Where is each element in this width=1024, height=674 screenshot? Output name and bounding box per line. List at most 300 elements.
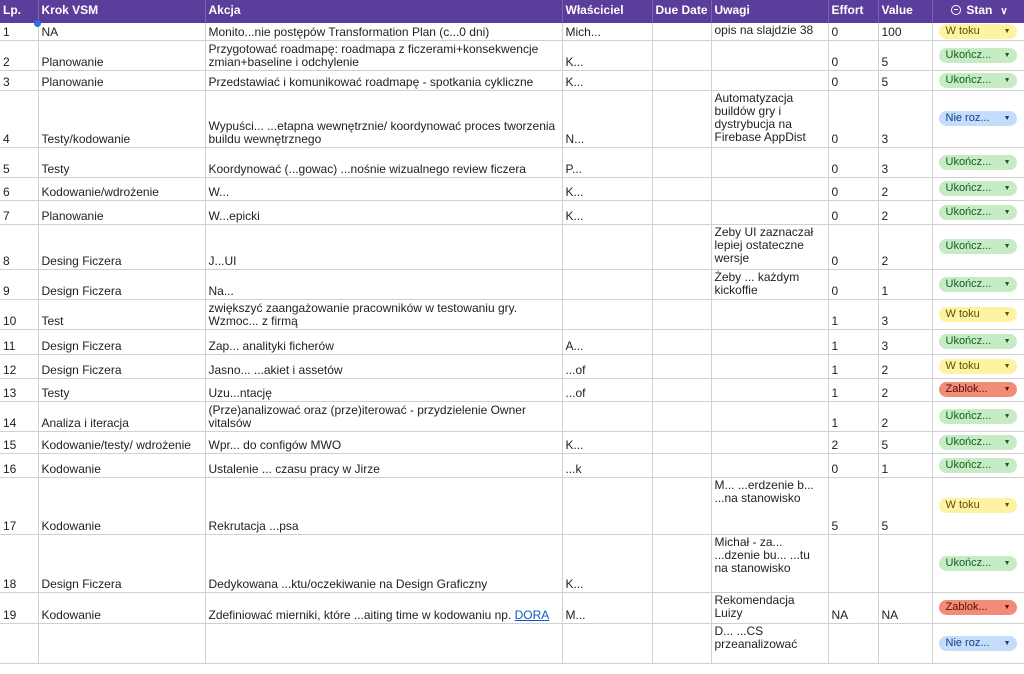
cell-wlasciciel[interactable] — [562, 592, 652, 623]
cell-stan[interactable] — [932, 534, 1024, 592]
status-dropdown-chip[interactable] — [939, 636, 1017, 651]
cell-akcja[interactable] — [205, 299, 562, 329]
cell-akcja[interactable] — [205, 177, 562, 200]
dropdown-arrow-icon[interactable]: ▼ — [1003, 185, 1011, 192]
cell-effort[interactable] — [828, 592, 878, 623]
dropdown-arrow-icon[interactable]: ▼ — [1003, 639, 1011, 647]
cell-effort-text: 0 — [831, 283, 839, 298]
cell-lp-text: 8 — [3, 253, 10, 268]
cell-krok-vsm[interactable] — [38, 177, 205, 200]
cell-stan[interactable] — [932, 453, 1024, 477]
cell-wlasciciel[interactable] — [562, 269, 652, 299]
cell-value[interactable] — [878, 477, 932, 534]
cell-value[interactable] — [878, 453, 932, 477]
header-stan-label: Stan — [966, 3, 993, 17]
cell-uwagi[interactable] — [711, 431, 828, 453]
cell-krok-vsm[interactable] — [38, 623, 205, 663]
status-dropdown-chip[interactable] — [939, 307, 1017, 322]
cell-wlasciciel[interactable] — [562, 23, 652, 40]
header-akcja[interactable]: Akcja — [205, 0, 562, 23]
cell-akcja-text: Ustalenie ... czasu pracy w Jirze — [208, 461, 380, 476]
cell-value[interactable] — [878, 269, 932, 299]
cell-uwagi[interactable] — [711, 224, 828, 269]
cell-krok-vsm[interactable] — [38, 534, 205, 592]
cell-krok-vsm[interactable] — [38, 269, 205, 299]
cell-wlasciciel[interactable] — [562, 200, 652, 224]
cell-akcja[interactable] — [205, 534, 562, 592]
cell-stan[interactable] — [932, 401, 1024, 431]
cell-stan[interactable] — [932, 299, 1024, 329]
cell-value[interactable] — [878, 534, 932, 592]
cell-value[interactable] — [878, 70, 932, 90]
status-dropdown-chip[interactable] — [939, 359, 1017, 374]
cell-akcja[interactable] — [205, 23, 562, 40]
dropdown-arrow-icon[interactable]: ▼ — [1003, 461, 1011, 469]
cell-effort[interactable] — [828, 453, 878, 477]
cell-akcja[interactable] — [205, 200, 562, 224]
dropdown-arrow-icon[interactable]: ▼ — [1003, 412, 1011, 420]
cell-uwagi[interactable] — [711, 453, 828, 477]
cell-stan[interactable] — [932, 477, 1024, 534]
header-uwagi[interactable]: Uwagi — [711, 0, 828, 23]
cell-effort[interactable] — [828, 177, 878, 200]
cell-effort[interactable] — [828, 378, 878, 401]
cell-value-text: 3 — [881, 131, 889, 146]
cell-uwagi[interactable] — [711, 177, 828, 200]
dropdown-arrow-icon[interactable]: ▼ — [1003, 310, 1011, 318]
cell-effort-text: 0 — [831, 74, 839, 89]
status-dropdown-chip[interactable] — [939, 73, 1017, 88]
cell-uwagi[interactable] — [711, 354, 828, 378]
cell-krok-vsm[interactable] — [38, 354, 205, 378]
status-dropdown-chip[interactable] — [939, 239, 1017, 254]
cell-value[interactable] — [878, 200, 932, 224]
cell-value-text: 5 — [881, 54, 889, 69]
cell-due-date[interactable] — [652, 200, 711, 224]
cell-value[interactable] — [878, 40, 932, 70]
dropdown-arrow-icon[interactable]: ▼ — [1003, 76, 1011, 84]
cell-wlasciciel[interactable] — [562, 299, 652, 329]
header-wlasciciel[interactable]: Właściciel — [562, 0, 652, 23]
cell-stan[interactable] — [932, 431, 1024, 453]
cell-value[interactable] — [878, 592, 932, 623]
cell-akcja[interactable] — [205, 401, 562, 431]
cell-due-date[interactable] — [652, 299, 711, 329]
header-due-date[interactable]: Due Date — [652, 0, 711, 23]
cell-uwagi-text: Zeby UI zaznaczał lepiej ostateczne wersje — [714, 224, 814, 265]
cell-value-text: 100 — [881, 24, 902, 39]
cell-uwagi-text: Rekomendacja Luizy — [714, 592, 795, 620]
table-row — [0, 623, 1024, 663]
status-dropdown-chip[interactable] — [939, 458, 1017, 473]
cell-akcja[interactable] — [205, 329, 562, 354]
cell-lp[interactable] — [0, 354, 38, 378]
dropdown-arrow-icon[interactable]: ▼ — [1003, 604, 1011, 611]
cell-lp[interactable] — [0, 378, 38, 401]
cell-wlasciciel[interactable] — [562, 477, 652, 534]
status-label: Ukończ... — [945, 73, 992, 86]
status-dropdown-chip[interactable] — [939, 409, 1017, 424]
cell-krok-vsm[interactable] — [38, 453, 205, 477]
cell-lp[interactable] — [0, 70, 38, 90]
table-row — [0, 299, 1024, 329]
cell-stan[interactable] — [932, 378, 1024, 401]
cell-uwagi[interactable] — [711, 401, 828, 431]
cell-value-text: 5 — [881, 74, 889, 89]
status-dropdown-chip[interactable] — [939, 600, 1017, 615]
cell-effort[interactable] — [828, 534, 878, 592]
cell-stan[interactable] — [932, 40, 1024, 70]
cell-krok-vsm[interactable] — [38, 40, 205, 70]
cell-akcja-text: zwiększyć zaangażowanie pracowników w testowaniu gry. Wzmoc... z firmą — [208, 300, 518, 328]
cell-uwagi[interactable] — [711, 200, 828, 224]
cell-akcja[interactable] — [205, 592, 562, 623]
cell-lp[interactable] — [0, 477, 38, 534]
cell-lp[interactable] — [0, 90, 38, 147]
cell-krok-vsm-text: Kodowanie — [41, 461, 101, 476]
cell-uwagi[interactable] — [711, 378, 828, 401]
header-lp[interactable]: Lp. — [0, 0, 38, 23]
cell-effort[interactable] — [828, 70, 878, 90]
cell-wlasciciel[interactable] — [562, 378, 652, 401]
cell-krok-vsm[interactable] — [38, 477, 205, 534]
cell-stan[interactable] — [932, 329, 1024, 354]
cell-lp-text: 14 — [3, 415, 17, 430]
cell-effort-text: 2 — [831, 437, 839, 452]
cell-effort[interactable] — [828, 431, 878, 453]
table-row — [0, 592, 1024, 623]
cell-lp[interactable] — [0, 329, 38, 354]
cell-value[interactable] — [878, 224, 932, 269]
cell-uwagi-text: Automatyzacja buildów gry i dystrybucja na Firebase AppDist — [714, 90, 806, 144]
cell-effort[interactable] — [828, 329, 878, 354]
cell-wlasciciel[interactable] — [562, 623, 652, 663]
status-label: Ukończ... — [945, 48, 992, 61]
status-label: Ukończ... — [945, 182, 992, 194]
status-dropdown-chip[interactable] — [939, 155, 1017, 170]
cell-wlasciciel[interactable] — [562, 453, 652, 477]
table-row — [0, 401, 1024, 431]
cell-wlasciciel[interactable] — [562, 431, 652, 453]
cell-uwagi[interactable] — [711, 623, 828, 663]
cell-effort-text: 0 — [831, 208, 839, 223]
cell-value-text: 5 — [881, 518, 889, 533]
cell-lp[interactable] — [0, 224, 38, 269]
cell-lp-text: 4 — [3, 131, 10, 146]
cell-value[interactable] — [878, 90, 932, 147]
cell-lp[interactable] — [0, 23, 38, 40]
cell-lp[interactable] — [0, 147, 38, 177]
status-dropdown-chip[interactable] — [939, 556, 1017, 571]
cell-due-date[interactable] — [652, 177, 711, 200]
cell-krok-vsm[interactable] — [38, 23, 205, 40]
cell-effort[interactable] — [828, 224, 878, 269]
cell-stan[interactable] — [932, 592, 1024, 623]
cell-wlasciciel[interactable] — [562, 534, 652, 592]
cell-due-date[interactable] — [652, 23, 711, 40]
cell-uwagi[interactable] — [711, 534, 828, 592]
dropdown-arrow-icon[interactable]: ▼ — [1003, 158, 1011, 166]
cell-uwagi[interactable] — [711, 592, 828, 623]
cell-value[interactable] — [878, 329, 932, 354]
cell-lp[interactable] — [0, 623, 38, 663]
dropdown-arrow-icon[interactable]: ▼ — [1003, 51, 1011, 59]
cell-due-date[interactable] — [652, 592, 711, 623]
cell-lp[interactable] — [0, 592, 38, 623]
status-label: Ukończ... — [945, 556, 992, 569]
cell-due-date[interactable] — [652, 354, 711, 378]
cell-krok-vsm[interactable] — [38, 224, 205, 269]
cell-effort-text: 0 — [831, 461, 839, 476]
cell-akcja[interactable] — [205, 354, 562, 378]
cell-wlasciciel[interactable] — [562, 329, 652, 354]
cell-lp[interactable] — [0, 200, 38, 224]
cell-value[interactable] — [878, 431, 932, 453]
cell-lp-text: 17 — [3, 518, 17, 533]
cell-due-date[interactable] — [652, 453, 711, 477]
cell-akcja-text: Wypuści... ...etapna wewnętrznie/ koordynować proces tworzenia buildu wewnętrznego — [208, 118, 556, 146]
cell-lp[interactable] — [0, 177, 38, 200]
chevron-down-icon[interactable]: ∨ — [1000, 6, 1008, 17]
cell-wlasciciel[interactable] — [562, 354, 652, 378]
cell-krok-vsm[interactable] — [38, 90, 205, 147]
cell-stan[interactable] — [932, 354, 1024, 378]
cell-wlasciciel[interactable] — [562, 401, 652, 431]
cell-uwagi[interactable] — [711, 269, 828, 299]
cell-wlasciciel[interactable] — [562, 224, 652, 269]
cell-uwagi-text: M... ...erdzenie b... ...na stanowisko — [714, 477, 814, 505]
cell-value[interactable] — [878, 147, 932, 177]
cell-effort[interactable] — [828, 269, 878, 299]
cell-effort-text: 0 — [831, 161, 839, 176]
cell-effort-text: 1 — [831, 338, 839, 353]
cell-value[interactable] — [878, 401, 932, 431]
dropdown-arrow-icon[interactable]: ▼ — [1003, 208, 1011, 216]
status-dropdown-chip[interactable] — [939, 498, 1017, 513]
cell-value[interactable] — [878, 623, 932, 663]
table-row — [0, 477, 1024, 534]
cell-due-date[interactable] — [652, 147, 711, 177]
cell-value[interactable] — [878, 299, 932, 329]
table-row — [0, 177, 1024, 200]
cell-lp-text: 13 — [3, 385, 17, 400]
dropdown-arrow-icon[interactable]: ▼ — [1003, 502, 1011, 509]
cell-stan[interactable] — [932, 23, 1024, 40]
cell-lp-text: 10 — [3, 313, 17, 328]
cell-effort[interactable] — [828, 477, 878, 534]
cell-krok-vsm[interactable] — [38, 329, 205, 354]
cell-due-date[interactable] — [652, 378, 711, 401]
cell-uwagi-text: opis na slajdzie 38 — [714, 23, 814, 37]
cell-akcja[interactable] — [205, 70, 562, 90]
dropdown-arrow-icon[interactable]: ▼ — [1003, 438, 1011, 446]
cell-akcja[interactable] — [205, 378, 562, 401]
dropdown-arrow-icon[interactable]: ▼ — [1003, 27, 1011, 35]
cell-krok-vsm[interactable] — [38, 70, 205, 90]
header-krok[interactable]: Krok VSM — [38, 0, 205, 23]
status-dropdown-chip[interactable] — [939, 334, 1017, 349]
cell-due-date[interactable] — [652, 90, 711, 147]
dropdown-arrow-icon[interactable]: ▼ — [1003, 386, 1011, 393]
dropdown-arrow-icon[interactable]: ▼ — [1003, 362, 1011, 370]
dropdown-arrow-icon[interactable]: ▼ — [1003, 115, 1011, 122]
cell-lp-text: 15 — [3, 437, 17, 452]
status-dropdown-chip[interactable] — [939, 24, 1017, 39]
cell-due-date[interactable] — [652, 431, 711, 453]
cell-akcja-text: Na... — [208, 283, 234, 298]
cell-krok-vsm[interactable] — [38, 200, 205, 224]
table-row — [0, 534, 1024, 592]
cell-akcja[interactable] — [205, 224, 562, 269]
header-stan[interactable] — [932, 0, 1024, 23]
cell-akcja-text: Koordynować (...gowac) ...nośnie wizualnego review ficzera — [208, 161, 526, 176]
cell-lp-text: 3 — [3, 74, 10, 89]
cell-effort-text: 0 — [831, 184, 839, 199]
cell-uwagi[interactable] — [711, 40, 828, 70]
cell-lp[interactable] — [0, 453, 38, 477]
cell-akcja[interactable] — [205, 431, 562, 453]
cell-krok-vsm[interactable] — [38, 378, 205, 401]
cell-due-date[interactable] — [652, 534, 711, 592]
cell-lp[interactable] — [0, 269, 38, 299]
table-row — [0, 90, 1024, 147]
cell-krok-vsm-text: Analiza i iteracja — [41, 415, 129, 430]
cell-lp[interactable] — [0, 534, 38, 592]
cell-akcja[interactable] — [205, 477, 562, 534]
cell-lp-text: 7 — [3, 208, 10, 223]
header-value[interactable]: Value — [878, 0, 932, 23]
cell-akcja[interactable] — [205, 90, 562, 147]
filter-icon[interactable] — [951, 5, 961, 15]
status-dropdown-chip[interactable] — [939, 48, 1017, 63]
cell-krok-vsm-text: NA — [41, 24, 59, 39]
cell-effort[interactable] — [828, 623, 878, 663]
cell-stan[interactable] — [932, 177, 1024, 200]
table-row — [0, 329, 1024, 354]
cell-wlasciciel[interactable] — [562, 177, 652, 200]
cell-akcja[interactable] — [205, 147, 562, 177]
cell-uwagi[interactable] — [711, 70, 828, 90]
header-effort[interactable]: Effort — [828, 0, 878, 23]
status-label: W toku — [945, 359, 980, 372]
cell-effort-text: NA — [831, 607, 849, 622]
cell-stan[interactable] — [932, 224, 1024, 269]
table-row — [0, 431, 1024, 453]
cell-effort[interactable] — [828, 147, 878, 177]
cell-akcja[interactable] — [205, 40, 562, 70]
cell-wlasciciel[interactable] — [562, 70, 652, 90]
cell-stan[interactable] — [932, 200, 1024, 224]
cell-uwagi[interactable] — [711, 299, 828, 329]
cell-akcja[interactable] — [205, 453, 562, 477]
status-dropdown-chip[interactable] — [939, 181, 1017, 196]
cell-uwagi[interactable] — [711, 23, 828, 40]
cell-uwagi[interactable] — [711, 329, 828, 354]
cell-value-text: 3 — [881, 161, 889, 176]
cell-uwagi[interactable] — [711, 90, 828, 147]
status-dropdown-chip[interactable] — [939, 111, 1017, 126]
cell-lp[interactable] — [0, 401, 38, 431]
cell-effort[interactable] — [828, 23, 878, 40]
cell-krok-vsm[interactable] — [38, 299, 205, 329]
dropdown-arrow-icon[interactable]: ▼ — [1003, 559, 1011, 567]
cell-wlasciciel[interactable] — [562, 40, 652, 70]
cell-effort[interactable] — [828, 90, 878, 147]
cell-krok-vsm-text: Testy — [41, 385, 70, 400]
cell-lp[interactable] — [0, 40, 38, 70]
cell-wlasciciel-text: K... — [565, 74, 584, 89]
cell-due-date[interactable] — [652, 40, 711, 70]
cell-krok-vsm-text: Kodowanie — [41, 607, 101, 622]
cell-value-text: NA — [881, 607, 899, 622]
cell-wlasciciel[interactable] — [562, 90, 652, 147]
cell-uwagi[interactable] — [711, 477, 828, 534]
cell-effort-text: 1 — [831, 385, 839, 400]
cell-wlasciciel-text: K... — [565, 437, 584, 452]
cell-uwagi[interactable] — [711, 147, 828, 177]
cell-effort[interactable] — [828, 40, 878, 70]
cell-krok-vsm[interactable] — [38, 431, 205, 453]
dora-link[interactable]: DORA — [514, 607, 550, 622]
cell-due-date[interactable] — [652, 224, 711, 269]
cell-akcja[interactable] — [205, 269, 562, 299]
cell-krok-vsm-text: Design Ficzera — [41, 362, 122, 377]
cell-lp-text: 5 — [3, 161, 10, 176]
cell-value[interactable] — [878, 23, 932, 40]
dropdown-arrow-icon[interactable]: ▼ — [1003, 243, 1011, 250]
dropdown-arrow-icon[interactable]: ▼ — [1003, 338, 1011, 345]
cell-krok-vsm-text: Design Ficzera — [41, 576, 122, 591]
cell-value[interactable] — [878, 378, 932, 401]
cell-value[interactable] — [878, 354, 932, 378]
cell-lp[interactable] — [0, 431, 38, 453]
cell-effort[interactable] — [828, 200, 878, 224]
cell-krok-vsm[interactable] — [38, 592, 205, 623]
cell-value[interactable] — [878, 177, 932, 200]
cell-krok-vsm[interactable] — [38, 401, 205, 431]
status-dropdown-chip[interactable] — [939, 205, 1017, 220]
cell-stan[interactable] — [932, 90, 1024, 147]
cell-effort[interactable] — [828, 354, 878, 378]
cell-wlasciciel-text: A... — [565, 338, 584, 353]
cell-effort[interactable] — [828, 299, 878, 329]
cell-due-date[interactable] — [652, 70, 711, 90]
cell-wlasciciel[interactable] — [562, 147, 652, 177]
status-dropdown-chip[interactable] — [939, 435, 1017, 450]
cell-due-date[interactable] — [652, 329, 711, 354]
cell-due-date[interactable] — [652, 623, 711, 663]
cell-due-date[interactable] — [652, 477, 711, 534]
cell-stan[interactable] — [932, 147, 1024, 177]
cell-lp[interactable] — [0, 299, 38, 329]
cell-krok-vsm[interactable] — [38, 147, 205, 177]
selection-handle-icon[interactable] — [34, 20, 41, 27]
cell-stan[interactable] — [932, 623, 1024, 663]
cell-due-date[interactable] — [652, 269, 711, 299]
status-dropdown-chip[interactable] — [939, 277, 1017, 292]
cell-effort[interactable] — [828, 401, 878, 431]
cell-stan[interactable] — [932, 269, 1024, 299]
cell-stan[interactable] — [932, 70, 1024, 90]
status-label: Ukończ... — [945, 205, 992, 218]
cell-lp-text: 11 — [3, 338, 16, 353]
status-label: Ukończ... — [945, 335, 992, 347]
cell-akcja-text: (Prze)analizować oraz (prze)iterować - przydzielenie Owner vitalsów — [208, 402, 526, 430]
dropdown-arrow-icon[interactable]: ▼ — [1003, 280, 1011, 288]
cell-akcja[interactable] — [205, 623, 562, 663]
status-dropdown-chip[interactable] — [939, 382, 1017, 397]
cell-due-date[interactable] — [652, 401, 711, 431]
